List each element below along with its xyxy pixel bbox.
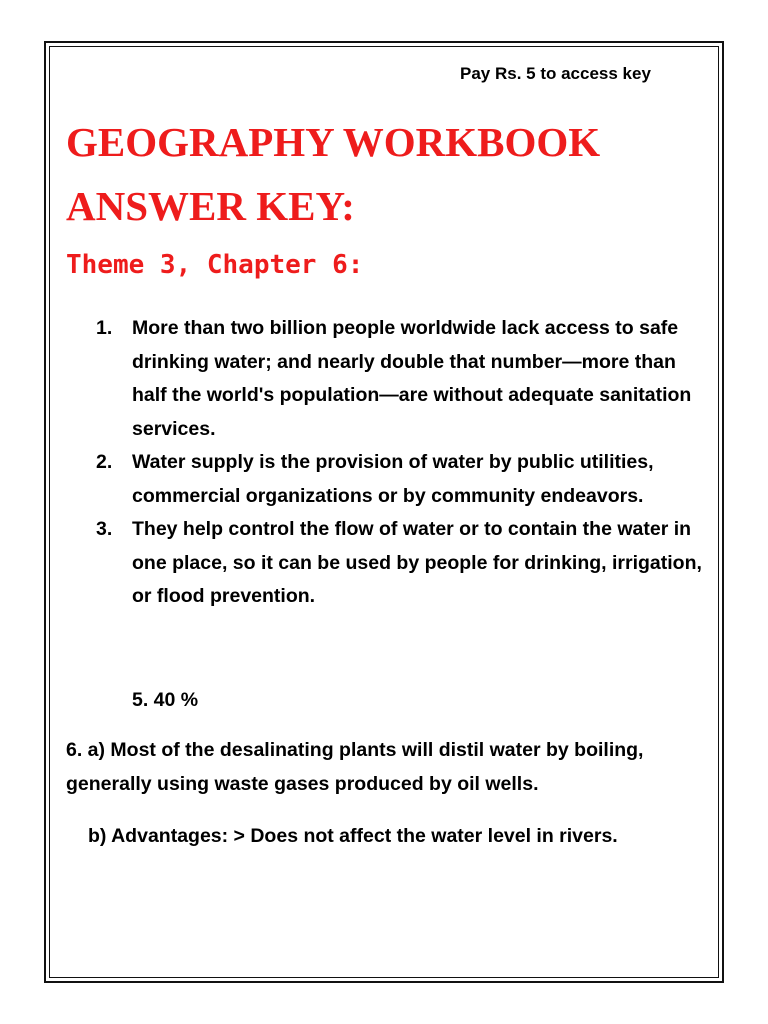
answer-number: 3. [96, 518, 113, 540]
answer-number: 1. [96, 317, 113, 339]
answer-text: Water supply is the provision of water by public utilities, commercial organizations or by community endeavors. [132, 451, 654, 507]
answer-item-1 [96, 312, 706, 446]
page-title: GEOGRAPHY WORKBOOK ANSWER KEY: [66, 119, 601, 229]
answer-item-3 [96, 513, 706, 614]
answer-text: They help control the flow of water or to contain the water in one place, so it can be used by people for drinking, irrigation, or flood prevention. [132, 518, 702, 607]
answer-5: 5. 40 % [132, 689, 199, 711]
answer-list [96, 312, 706, 614]
answer-6a: 6. a) Most of the desalinating plants will distil water by boiling, generally using waste gases produced by oil wells. [66, 739, 644, 795]
answer-text: More than two billion people worldwide lack access to safe drinking water; and nearly double that number—more than half the world's population—are without adequate sanitation services. [132, 317, 692, 440]
chapter-subtitle: Theme 3, Chapter 6: [66, 250, 364, 280]
answer-item-2 [96, 446, 706, 513]
pay-note: Pay Rs. 5 to access key [460, 64, 651, 83]
answer-number: 2. [96, 451, 113, 473]
answer-6b: b) Advantages: > Does not affect the water level in rivers. [88, 825, 618, 847]
